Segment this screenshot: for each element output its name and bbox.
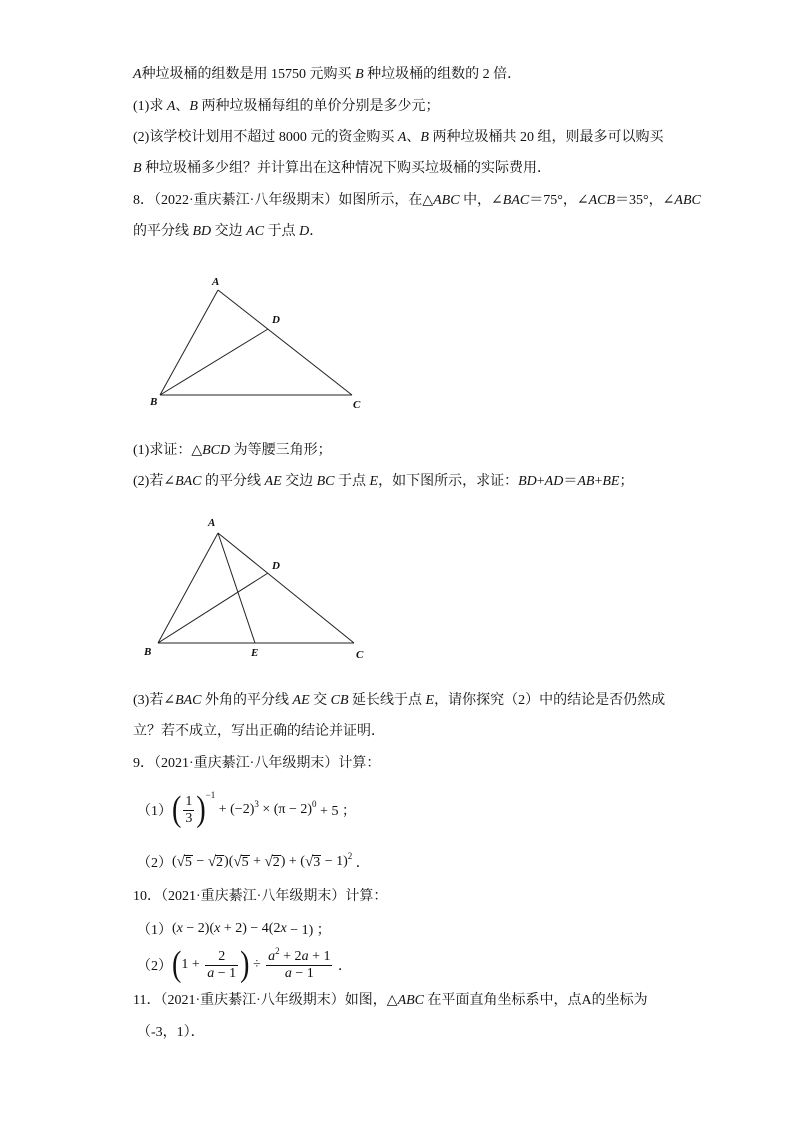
q7-part1 <box>133 97 439 117</box>
math-variable: a <box>268 948 276 964</box>
math-variable: ABC <box>433 193 460 208</box>
expression-segment: ． <box>352 856 370 871</box>
text-segment: 为等腰三角形； <box>230 443 332 458</box>
question-number: 8． <box>133 193 154 208</box>
triangle-figure-1 <box>140 268 370 418</box>
expression-segment: − 1) <box>321 854 348 869</box>
text-segment: 种垃圾桶的组数的 2 倍． <box>363 67 522 82</box>
fraction <box>205 949 238 982</box>
expression-segment: − 1) ； <box>286 923 331 938</box>
expression-segment: × (π − 2) <box>258 802 313 817</box>
radical-sign: √ <box>176 853 185 870</box>
math-variable: B <box>420 130 429 145</box>
radical-sign: √ <box>233 853 242 870</box>
part-label: （2） <box>137 959 172 974</box>
text-segment: ＝ <box>563 474 578 489</box>
fraction <box>183 794 194 827</box>
text-segment: 种垃圾桶的组数是用 15750 元购买 <box>141 67 356 82</box>
q8-part2 <box>133 472 633 492</box>
left-paren: ( <box>172 944 182 985</box>
radicand: 5 <box>184 854 192 870</box>
math-variable: BAC <box>175 474 202 489</box>
triangle-figure-2 <box>138 512 370 662</box>
text-segment: 延长线于点 <box>348 693 426 708</box>
text-segment: 两种垃圾桶每组的单价分别是多少元； <box>197 99 440 114</box>
expression-segment: − 1 <box>214 965 237 981</box>
fraction <box>266 945 332 982</box>
math-variable: BAC <box>175 693 202 708</box>
text-segment: 于点 <box>264 224 300 239</box>
numerator <box>266 945 332 965</box>
text-segment: 中，∠ <box>459 193 503 208</box>
text-segment: + <box>536 474 545 489</box>
exponent: −1 <box>205 790 216 800</box>
text-segment: 、 <box>175 99 190 114</box>
math-variable: BCD <box>202 443 231 458</box>
text-segment: ＝35°，∠ <box>615 193 675 208</box>
expression-segment: + 1 <box>308 948 331 964</box>
radicand: 2 <box>216 854 224 870</box>
expression-segment: )( <box>224 854 234 869</box>
left-paren: ( <box>172 789 182 830</box>
part-label: （1） <box>137 923 172 938</box>
math-variable: AE <box>264 474 282 489</box>
q10-part1-expression <box>137 919 331 939</box>
math-variable: a <box>284 965 292 981</box>
q8-stem-line2 <box>133 222 323 242</box>
math-variable: a <box>301 948 309 964</box>
point-label-c: C <box>356 649 364 661</box>
q11-stem-line1 <box>133 991 648 1011</box>
expression-segment: 1 + <box>181 957 204 972</box>
expression-segment: ( <box>172 854 177 869</box>
q8-stem-line1 <box>133 191 701 211</box>
segment-ac <box>218 290 352 395</box>
math-variable: B <box>189 99 198 114</box>
expression-segment: − 2)( <box>182 921 215 936</box>
text-segment: (2)该学校计划用不超过 8000 元的资金购买 <box>133 130 398 145</box>
segment-ab <box>160 290 218 395</box>
math-variable: AD <box>544 474 564 489</box>
q10-header: 10．（2021·重庆綦江·八年级期末）计算： <box>133 889 388 904</box>
radical-sign: √ <box>207 853 217 870</box>
expression-segment: + (−2) <box>215 802 255 817</box>
question-source: （2022·重庆綦江·八年级期末） <box>154 193 339 208</box>
text-segment: ，如下图所示，求证： <box>378 474 519 489</box>
q8-part3-line1 <box>133 691 665 711</box>
q7-stem-line <box>133 65 521 85</box>
math-variable: x <box>214 921 221 936</box>
point-label-e: E <box>251 647 259 659</box>
text-segment: 的坐标为 <box>591 993 648 1008</box>
text-segment: 种垃圾桶多少组？并计算出在这种情况下购买垃圾桶的实际费用． <box>141 161 552 176</box>
math-variable: E <box>425 693 435 708</box>
text-segment: 两种垃圾桶共 20 组，则最多可以购买 <box>428 130 664 145</box>
q10-part2-expression <box>137 946 352 984</box>
math-variable: D <box>299 224 310 239</box>
exponent: 2 <box>275 945 280 956</box>
text-segment: 如图所示，在△ <box>338 193 434 208</box>
math-variable: ABC <box>674 193 701 208</box>
point-label-b: B <box>150 396 158 408</box>
math-variable: B <box>355 67 364 82</box>
text-segment: ，请你探究（2）中的结论是否仍然成 <box>434 693 666 708</box>
text-segment: 外角的平分线 <box>201 693 293 708</box>
math-variable: a <box>207 965 215 981</box>
point-label-a: A <box>212 276 220 288</box>
expression-segment: + <box>249 854 265 869</box>
math-variable: A <box>133 67 142 82</box>
point-label-b: B <box>144 646 152 658</box>
expression-segment: − 1 <box>291 965 314 981</box>
text-segment: 交边 <box>281 474 317 489</box>
math-variable: BC <box>316 474 335 489</box>
text-segment: (1)求证：△ <box>133 443 203 458</box>
radical-sign: √ <box>264 853 273 870</box>
q7-part2-line2 <box>133 159 551 179</box>
math-variable: AC <box>246 224 265 239</box>
text-segment: 的平分线 <box>201 474 265 489</box>
math-variable: AB <box>577 474 595 489</box>
q9-part1-expression <box>137 790 356 830</box>
math-variable: A <box>397 130 407 145</box>
radicand: 5 <box>241 854 249 870</box>
text-segment: ． <box>309 224 324 239</box>
exponent: 2 <box>347 851 353 861</box>
text-segment: 交边 <box>211 224 247 239</box>
part-label: （1） <box>137 804 172 819</box>
part-label: （2） <box>137 856 172 871</box>
radicand: 3 <box>313 854 321 870</box>
q8-part3-line2: 立？若不成立，写出正确的结论并证明． <box>133 724 385 739</box>
expression-segment: ) + ( <box>280 854 305 869</box>
exponent: 3 <box>254 799 259 809</box>
math-variable: ABC <box>397 993 425 1008</box>
text-segment: 、 <box>406 130 421 145</box>
point-label-d: D <box>272 314 280 326</box>
math-variable: AE <box>292 693 310 708</box>
math-variable: BD <box>518 474 537 489</box>
q11-stem-line2: （-3，1）． <box>137 1025 205 1040</box>
text-segment: 在平面直角坐标系中，点 <box>424 993 582 1008</box>
math-variable: BD <box>192 224 212 239</box>
radical-sign: √ <box>304 853 314 870</box>
denominator: 3 <box>185 810 193 826</box>
expression-segment: + 2 <box>279 948 302 964</box>
numerator: 2 <box>218 948 226 964</box>
math-variable: ACB <box>588 193 616 208</box>
q9-header: 9．（2021·重庆綦江·八年级期末）计算： <box>133 756 381 771</box>
text-segment: ＝75°，∠ <box>529 193 589 208</box>
q9-part2-expression <box>137 851 370 873</box>
segment-ae <box>218 533 255 643</box>
expression-segment: ( <box>172 921 177 936</box>
text-segment: 于点 <box>334 474 370 489</box>
denominator <box>205 965 238 982</box>
division-sign: ÷ <box>249 957 265 972</box>
denominator <box>266 965 332 982</box>
segment-ab <box>158 533 218 643</box>
expression-segment: ． <box>334 959 352 974</box>
text-segment: (2)若∠ <box>133 474 176 489</box>
text-segment: + <box>594 474 603 489</box>
math-variable: BE <box>602 474 620 489</box>
text-segment: A <box>581 993 592 1008</box>
expression-segment: + 2) − 4(2 <box>220 921 281 936</box>
point-label-d: D <box>272 560 280 572</box>
text-segment: ； <box>619 474 634 489</box>
numerator: 1 <box>185 793 193 809</box>
text-segment: 的平分线 <box>133 224 193 239</box>
segment-ac <box>218 533 354 643</box>
math-variable: B <box>133 161 142 176</box>
q7-part2-line1 <box>133 128 663 148</box>
point-label-a: A <box>208 517 216 529</box>
math-variable: A <box>166 99 176 114</box>
math-variable: E <box>369 474 379 489</box>
math-variable: CB <box>330 693 349 708</box>
text-segment: 11．（2021·重庆綦江·八年级期末）如图，△ <box>133 993 398 1008</box>
point-label-c: C <box>353 399 361 411</box>
text-segment: (3)若∠ <box>133 693 176 708</box>
math-variable: BAC <box>502 193 530 208</box>
exponent: 0 <box>312 799 317 809</box>
right-paren: ) <box>196 789 206 830</box>
text-segment: 交 <box>309 693 331 708</box>
expression-segment: − <box>192 854 208 869</box>
q8-part1 <box>133 441 332 461</box>
radicand: 2 <box>272 854 280 870</box>
text-segment: (1)求 <box>133 99 167 114</box>
right-paren: ) <box>240 944 250 985</box>
segment-bd <box>160 329 268 395</box>
math-variable: x <box>176 921 183 936</box>
expression-segment: + 5 ； <box>316 804 356 819</box>
math-variable: x <box>280 921 287 936</box>
